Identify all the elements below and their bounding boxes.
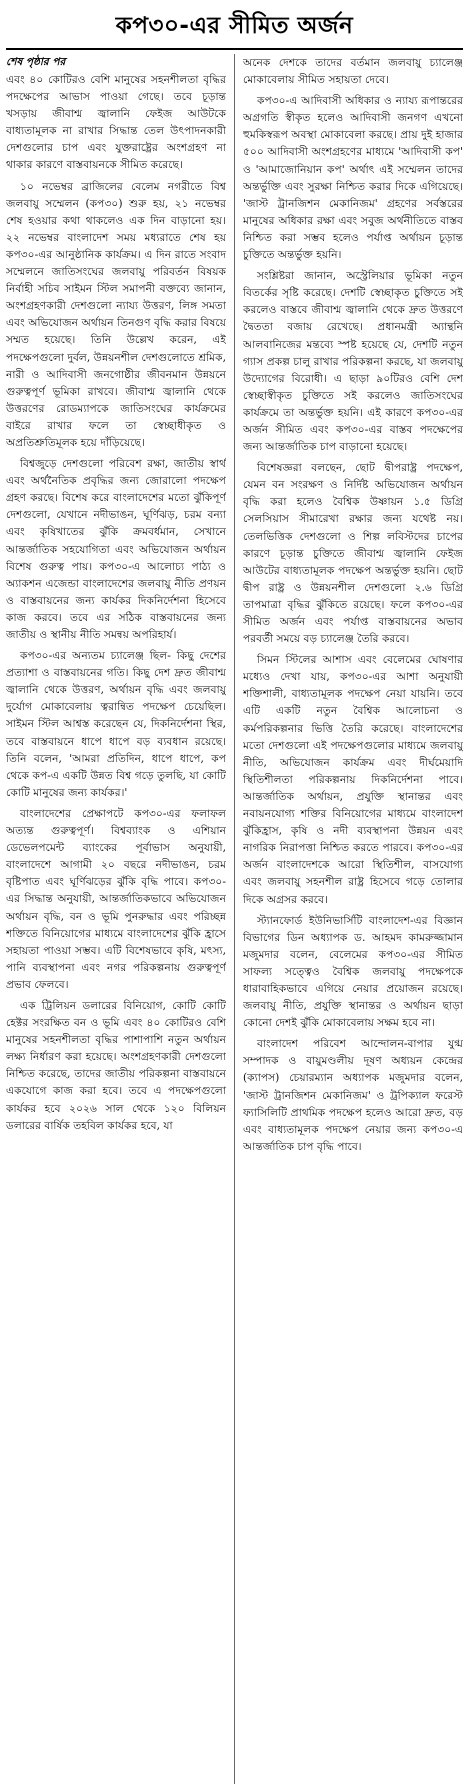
paragraph: বাংলাদেশের প্রেক্ষাপটে কপ৩০-এর ফলাফল অত্যন্ত গুরুত্বপূর্ণ। বিশ্বব্যাংক ও এশিয়ান ডেভেলপমেন্ট ব্যাংকের পূর্বাভাস অনুযায়ী, বাংলাদেশে আগামী ২০ বছরে নদীভাঙন, চরম বৃষ্টিপাত এবং ঘূর্ণিঝড়ের ঝুঁকি বৃদ্ধি পাবে। কপ৩০-এর সিদ্ধান্ত অনুযায়ী, আন্তর্জাতিকভাবে অভিযোজন অর্থায়ন বৃদ্ধি, বন ও ভূমি পুনরুদ্ধার এবং পরিচ্ছন্ন শক্তিতে বিনিয়োগের মাধ্যমে বাংলাদেশের ঝুঁকি হ্রাসে সহায়তা পাওয়া সম্ভব। এটি বিশেষভাবে কৃষি, মৎস্য, পানি ব্যবস্থাপনা এবং নগর পরিকল্পনায় গুরুত্বপূর্ণ প্রভাব ফেলবে। bbox=[6, 806, 226, 991]
paragraph: এবং ৪০ কোটিরও বেশি মানুষের সহনশীলতা বৃদ্ধির পদক্ষেপের আভাস পাওয়া গেছে। তবে চূড়ান্ত খসড়ায় জীবাশ্ম জ্বালানি ফেইজ আউটকে বাধ্যতামূলক না রাখার সিদ্ধান্ত তেল উৎপাদনকারী দেশগুলোর চাপ এবং যুক্তরাষ্ট্রের অংশগ্রহণ না থাকার কারণে বাস্তবায়নকে সীমিত করেছে। bbox=[6, 73, 226, 172]
article-headline: কপ৩০-এর সীমিত অর্জন bbox=[115, 12, 354, 39]
headline-rule bbox=[6, 48, 463, 50]
paragraph: এক ট্রিলিয়ন ডলারের বিনিয়োগ, কোটি কোটি হেক্টর সংরক্ষিত বন ও ভূমি এবং ৪০ কোটিরও বেশি মানুষের সহনশীলতা বৃদ্ধির পাশাপাশি নতুন অর্থায়ন লক্ষ্য নির্ধারণ করা হয়েছে। অংশগ্রহণকারী দেশগুলো নিশ্চিত করেছে, তাদের জাতীয় পরিকল্পনা বাস্তবায়নে একযোগে কাজ করা হবে। তবে এ পদক্ষেপগুলো কার্যকর হবে ২০২৬ সাল থেকে ১২০ বিলিয়ন ডলারের বার্ষিক তহবিল কার্যকর হবে, যা bbox=[6, 998, 226, 1132]
right-column bbox=[243, 54, 463, 1784]
paragraph: কপ৩০-এ আদিবাসী অধিকার ও ন্যায্য রূপান্তরের অগ্রগতি স্বীকৃত হলেও আদিবাসী জনগণ এখনো হুমকিস্বরূপ অবস্থা মোকাবেলা করছে। প্রায় দুই হাজার ৫০০ আদিবাসী অংশগ্রহণের মাধ্যমে 'আদিবাসী কপ' ও 'আমাজোনিয়ান কপ' অর্থাৎ এই সম্মেলন তাদের অন্তর্ভুক্তি এবং সুরক্ষা নিশ্চিত করার দিকে এগিয়েছে। 'জাস্ট ট্রানজিশন মেকানিজম' গ্রহণের সর্বস্তরের মানুষের অধিকার রক্ষা এবং সবুজ অর্থনীতিতে বাস্তব নিশ্চিত করা সম্ভব হলেও পর্যাপ্ত অর্থায়ন চূড়ান্ত চুক্তিতে অন্তর্ভুক্ত হয়নি। bbox=[243, 94, 463, 262]
paragraph: বিশ্বজুড়ে দেশগুলো পরিবেশ রক্ষা, জাতীয় স্বার্থ এবং অর্থনৈতিক প্রবৃদ্ধির জন্য জোরালো পদক্ষেপ গ্রহণ করছে। বিশেষ করে বাংলাদেশের মতো ঝুঁকিপূর্ণ দেশগুলো, যেখানে নদীভাঙন, ঘূর্ণিঝড়, চরম বন্যা এবং কৃষিখাতের ঝুঁকি ক্রমবর্ধমান, সেখানে আন্তর্জাতিক সহযোগিতা এবং অভিযোজন অর্থায়ন বিশেষ গুরুত্ব পায়। কপ৩০-এ আলোচ্য পাঠ্য ও অ্যাকশন এজেন্ডা বাংলাদেশের জলবায়ু নীতি প্রণয়ন ও বাস্তবায়নের জন্য কার্যকর দিকনির্দেশনা হিসেবে কাজ করবে। তবে এর সঠিক বাস্তবায়নের জন্য জাতীয় ও স্থানীয় নীতি সমন্বয় অপরিহার্য। bbox=[6, 457, 226, 641]
paragraph: কপ৩০-এর অন্যতম চ্যালেঞ্জ ছিল- কিছু দেশের প্রত্যাশা ও বাস্তবায়নের গতি। কিছু দেশ দ্রুত জীবাশ্ম জ্বালানি থেকে উত্তরণ, অর্থায়ন বৃদ্ধি এবং জলবায়ু দুর্যোগ মোকাবেলায় ত্বরান্বিত পদক্ষেপ চেয়েছিল। সাইমন স্টিল আশ্বস্ত করেছেন যে, দিকনির্দেশনা স্থির, তবে বাস্তবায়নে ধাপে ধাপে বড় ব্যবধান রয়েছে। তিনি বলেন, 'আমরা প্রতিদিন, ধাপে ধাপে, কপ থেকে কপ-এ একটি উন্নত বিশ্ব গড়ে তুলছি, যা কোটি কোটি মানুষের জন্য কার্যকর।' bbox=[6, 649, 226, 799]
paragraph: অনেক দেশকে তাদের বর্তমান জলবায়ু চ্যালেঞ্জ মোকাবেলায় সীমিত সহায়তা দেবে। bbox=[243, 56, 463, 87]
paragraph: সিমন স্টিলের আশাস এবং বেলেমের ঘোষণার মধ্যেও দেখা যায়, কপ৩০-এর আশা অনুযায়ী শক্তিশালী, বাধ্যতামূলক পদক্ষেপ নেয়া যায়নি। তবে এটি একটি নতুন বৈশ্বিক আলোচনা ও কর্মপরিকল্পনার ভিত্তি তৈরি করেছে। বাংলাদেশের মতো দেশগুলো এই পদক্ষেপগুলোর মাধ্যমে জলবায়ু নীতি, অভিযোজন কার্যক্রম এবং দীর্ঘমেয়াদি স্থিতিশীলতা পরিকল্পনায় দিকনির্দেশনা পাবে। আন্তর্জাতিক অর্থায়ন, প্রযুক্তি স্থানান্তর এবং নবায়নযোগ্য শক্তির বিনিয়োগের মাধ্যমে বাংলাদেশ ঝুঁকিহ্রাস, কৃষি ও নদী ব্যবস্থাপনা উন্নয়ন এবং নাগরিক নিরাপত্তা নিশ্চিত করতে পারবে। কপ৩০-এর অর্জন বাংলাদেশকে আরো স্থিতিশীল, বাসযোগ্য এবং জলবায়ু সহনশীল রাষ্ট্র হিসেবে গড়ে তোলার দিকে অগ্রসর করবে। bbox=[243, 653, 463, 906]
paragraph: ১০ নভেম্বর ব্রাজিলের বেলেম নগরীতে বিশ্ব জলবায়ু সম্মেলন (কপ৩০) শুরু হয়, ২১ নভেম্বর শেষ হওয়ার কথা থাকলেও এক দিন বাড়ানো হয়। ২২ নভেম্বর বাংলাদেশ সময় মধ্যরাতে শেষ হয় কপ৩০-এর আনুষ্ঠানিক কার্যক্রম। এ দিন রাতে সংবাদ সম্মেলনে জাতিসংঘের জলবায়ু পরিবর্তন বিষয়ক নির্বাহী সচিব সাইমন স্টিল সমাপনী বক্তব্যে জানান, অংশগ্রহণকারী দেশগুলো ন্যায্য উত্তরণ, লিঙ্গ সমতা এবং অভিযোজন অর্থায়ন তিনগুণ বৃদ্ধি করার বিষয়ে সম্মত হয়েছে। তিনি উল্লেখ করেন, এই পদক্ষেপগুলো দুর্বল, উন্নয়নশীল দেশগুলোতে শ্রমিক, নারী ও আদিবাসী জনগোষ্ঠীর জীবনমান উন্নয়নে গুরুত্বপূর্ণ ভূমিকা রাখবে। জীবাশ্ম জ্বালানি থেকে উত্তরণের রোডম্যাপকে জাতিসংঘের কার্যক্রমের বাইরে রাখার ফলে তা স্বেচ্ছাধীকৃত ও অপ্রতিশ্রুতিমূলক হয়ে দাঁড়িয়েছে। bbox=[6, 179, 226, 449]
paragraph: বিশেষজ্ঞরা বলছেন, ছোট দ্বীপরাষ্ট্র পদক্ষেপ, যেমন বন সংরক্ষণ ও নির্দিষ্ট অভিযোজন অর্থায়ন বৃদ্ধি করা হলেও বৈশ্বিক উষ্ণায়ন ১.৫ ডিগ্রি সেলসিয়াস সীমারেখা রক্ষার জন্য যথেষ্ট নয়। তেলভিত্তিক দেশগুলো ও শিল্প লবিস্টদের চাপের কারণে চূড়ান্ত চুক্তিতে জীবাশ্ম জ্বালানি ফেইজ আউটের বাধ্যতামূলক পদক্ষেপ অন্তর্ভুক্ত হয়নি। ছোট দ্বীপ রাষ্ট্র ও উন্নয়নশীল দেশগুলো ২.৬ ডিগ্রি তাপমাত্রা বৃদ্ধির ঝুঁকিতে রয়েছে। ফলে কপ৩০-এর সীমিত অর্জন এবং পর্যাপ্ত বাস্তবায়নের অভাব পরবর্তী সময়ে বড় চ্যালেঞ্জ তৈরি করবে। bbox=[243, 461, 463, 646]
paragraph: সংশ্লিষ্টরা জানান, অস্ট্রেলিয়ার ভূমিকা নতুন বিতর্কের সৃষ্টি করেছে। দেশটি স্বেচ্ছাকৃত চুক্তিতে সই করলেও বাস্তবে জীবাশ্ম জ্বালানি থেকে দ্রুত উত্তরণে দ্বৈততা বজায় রেখেছে। প্রধানমন্ত্রী অ্যান্থনি আলবানিজের মন্তব্যে স্পষ্ট হয়েছে যে, দেশটি নতুন গ্যাস প্রকল্প চালু রাখার পরিকল্পনা করছে, যা জলবায়ু উদ্যোগের বিরোধী। এ ছাড়া ৯০টিরও বেশি দেশ স্বেচ্ছাস্বীকৃত চুক্তিতে সই করলেও জাতিসংঘের কার্যক্রমে তা অন্তর্ভুক্ত হয়নি। এই কারণে কপ৩০-এর অর্জন সীমিত এবং কপ৩০-এর বাস্তব পদক্ষেপের জন্য আন্তর্জাতিক চাপ বাড়ানো হয়েছে। bbox=[243, 269, 463, 454]
left-column bbox=[6, 54, 226, 1784]
article-body bbox=[6, 54, 463, 1784]
column-divider bbox=[234, 54, 235, 1784]
paragraph: বাংলাদেশ পরিবেশ আন্দোলন-বাপার যুগ্ম সম্পাদক ও বায়ুমণ্ডলীয় দূষণ অধ্যয়ন কেন্দ্রের (ক্যাপস) চেয়ারম্যান অধ্যাপক মজুমদার বলেন, 'জাস্ট ট্রানজিশন মেকানিজম' ও ট্রপিক্যাল ফরেস্ট ফ্যাসিলিটি প্রাথমিক পদক্ষেপ হলেও আরো দ্রুত, বড় এবং বাধ্যতামূলক পদক্ষেপ নেয়ার জন্য কপ৩০-এ আন্তর্জাতিক চাপ বৃদ্ধি পাবে। bbox=[243, 1037, 463, 1153]
paragraph: স্ট্যানফোর্ড ইউনিভার্সিটি বাংলাদেশ-এর বিজ্ঞান বিভাগের ডিন অধ্যাপক ড. আহমদ কামরুজ্জামান মজুমদার বলেন, বেলেমের কপ৩০-এর সীমিত সাফল্য সত্ত্বেও বৈশ্বিক জলবায়ু পদক্ষেপকে ধারাবাহিকভাবে এগিয়ে নেয়ার প্রয়োজন রয়েছে। জলবায়ু নীতি, প্রযুক্তি স্থানান্তর ও অর্থায়ন ছাড়া কোনো দেশই ঝুঁকি মোকাবেলায় সক্ষম হবে না। bbox=[243, 913, 463, 1030]
continuation-kicker: শেষ পৃষ্ঠার পর bbox=[6, 56, 66, 68]
